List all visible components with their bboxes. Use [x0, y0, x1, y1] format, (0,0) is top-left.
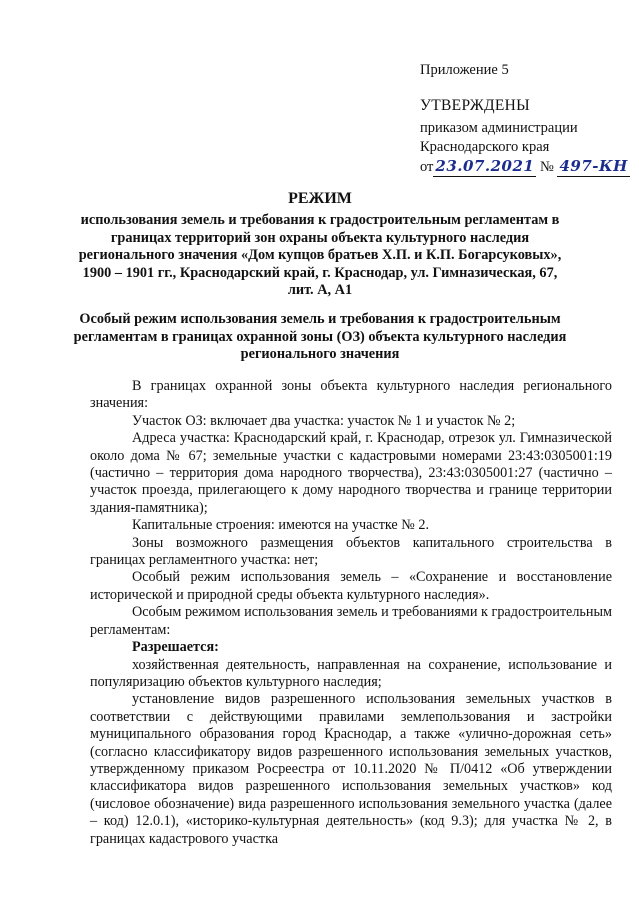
paragraph: хозяйственная деятельность, направленная на сохранение, использование и популяризацию объектов культурного наследия; — [90, 656, 612, 690]
paragraph: Адреса участка: Краснодарский край, г. Краснодар, отрезок ул. Гимназической около дома № 67; земельные участки с кадастровыми номерами 23:43:0305001:19 (частично – территория дома народного творчества), 23:43:0305001:27 (частично – участок проезда, прилегающего к дому народного творчества и границе территории здания-памятника); — [90, 430, 612, 516]
approval-block — [420, 96, 630, 177]
section-heading: Особый режим использования земель и требования к градостроительным регламентам в границах охранной зоны (ОЗ) объекта культурного наследия регионального значения — [73, 311, 567, 362]
appendix-label: Приложение 5 — [420, 62, 509, 78]
document-title: РЕЖИМ — [288, 190, 352, 207]
number-prefix: № — [539, 159, 554, 175]
paragraph: В границах охранной зоны объекта культурного наследия регионального значения: — [90, 378, 612, 412]
paragraph: Зоны возможного размещения объектов капитального строительства в границах регламентного участка: нет; — [90, 534, 612, 569]
date-number-line — [420, 157, 630, 177]
paragraph: Участок ОЗ: включает два участка: участок № 1 и участок № 2; — [132, 412, 516, 429]
order-line-1: приказом администрации — [420, 120, 578, 136]
paragraph: Капитальные строения: имеются на участке № 2. — [132, 517, 430, 534]
paragraph: Особым режимом использования земель и требованиями к градостроительным регламентам: — [90, 604, 612, 638]
document-subtitle: использования земель и требования к градостроительным регламентам в границах территорий зон охраны объекта культурного наследия регионального значения «Дом купцов братьев Х.П. и К.П. Богарсуковых», 1900 – 1901 гг., Краснодарский край, г. Краснодар, ул. Гимназическая, 67, лит. А, А1 — [78, 212, 562, 298]
handwritten-number: 497-КН — [559, 157, 628, 175]
date-prefix: от — [420, 159, 434, 175]
approved-heading: УТВЕРЖДЕНЫ — [420, 97, 530, 114]
order-line-2: Краснодарского края — [420, 139, 550, 155]
paragraph: установление видов разрешенного использования земельных участков в соответствии с действующими правилами землепользования и застройки муниципального образования город Краснодар, а также «улично-дорожная сеть» (согласно классификатору видов разрешенного использования земельных участков, утвержденному приказом Росреестра от 10.11.2020 № П/0412 «Об утверждении классификатора видов разрешенного использования земельных участков» код (числовое обозначение) вида разрешенного использования земельного участка (далее – код) 12.0.1), «историко-культурная деятельность» (код 9.3); для участка № 2, в границах кадастрового участка — [90, 691, 612, 847]
handwritten-date: 23.07.2021 — [435, 157, 535, 175]
permitted-heading: Разрешается: — [132, 639, 219, 656]
document-body — [90, 378, 612, 848]
paragraph: Особый режим использования земель – «Сохранение и восстановление исторической и природной среды объекта культурного наследия». — [90, 569, 612, 603]
